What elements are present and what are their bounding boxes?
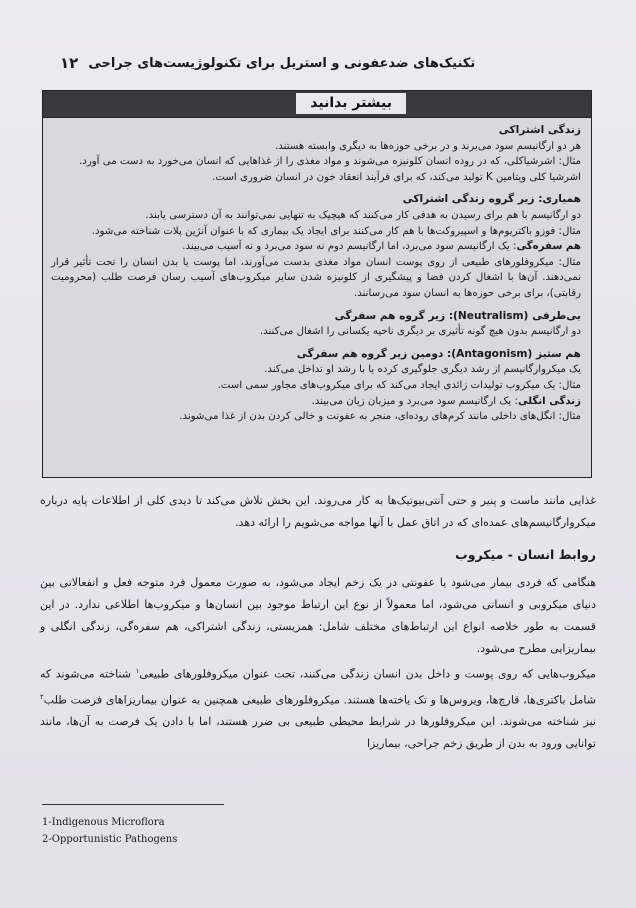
section-title: همیاری: زیر گروه زندگی اشتراکی	[402, 193, 581, 206]
section-line: مثال: اشرشیاکلی، که در روده انسان کلونیزه می‌شوند و مواد مغذی را از غذاهایی که انسان می‌خورد به دست می آورد.	[79, 156, 581, 168]
paragraph-text: نیز شناخته می‌شوند. این میکروفلورها در شرایط محیطی طبیعی بی ضرر هستند، اما با دادن یک فرصت به آن‌ها، مانند توانایی ورود به بدن از طریق زخم جراحی، بیماریزا	[40, 715, 596, 751]
section-title: زندگی انگلی	[517, 395, 581, 407]
intro-paragraph: غذایی مانند ماست و پنیر و حتی آنتی‌بیوتیک‌ها به کار می‌روند. این بخش تلاش می‌کند تا دیدی کلی از اطلاعات پایه درباره میکروارگانیسم‌های عمده‌ای که در اتاق عمل با آنها مواجه می‌شویم را ارائه دهد.	[40, 494, 596, 529]
section-title: زندگی اشتراکی	[498, 124, 581, 136]
box-header-bar	[43, 91, 591, 118]
section-inline: : یک ارگانیسم سود می‌برد، اما ارگانیسم دوم نه سود می‌برد و نه آسیب می‌بیند.	[182, 241, 517, 253]
learn-more-box	[42, 90, 592, 478]
footnote-ref: ۱	[135, 667, 140, 675]
section-line: اشرشیا کلی ویتامین K تولید می‌کند، که برای فرآیند انعقاد خون در انسان ضروری است.	[212, 171, 581, 183]
main-text	[40, 490, 596, 755]
section-line: مثال: یک میکروب تولیدات زائدی ایجاد می‌کند که برای میکروب‌های مجاور سمی است.	[217, 379, 581, 391]
footnotes	[42, 814, 177, 848]
paragraph-text: میکروب‌هایی که روی پوست و داخل بدن انسان زندگی می‌کنند، تحت عنوان میکروفلورهای طبیعی	[139, 667, 596, 681]
section-line: مثال: فوزو باکتریوم‌ها و اسپیروکت‌ها با هم کار می‌کنند برای ایجاد یک بیماری که با عنوان آنژین پلات شناخته می‌شود.	[91, 225, 581, 237]
footnote: 1-Indigenous Microflora	[42, 817, 165, 828]
section-line: مثال: انگل‌های داخلی مانند کرم‌های روده‌ای، منجر به عفونت و خالی کردن بدن از غذا می‌شوند.	[179, 411, 581, 423]
section-line: دو ارگانیسم با هم برای رسیدن به هدفی کار می‌کنند که هیچیک به تنهایی نمی‌توانند به آن دسترسی یابند.	[145, 209, 581, 221]
page-number: ۱۲	[60, 54, 79, 72]
section-inline: : یک ارگانیسم سود می‌برد و میزبان زیان می‌بیند.	[311, 395, 518, 407]
section-title: هم ستیز (Antagonism): دومین زیر گروه هم سفرگی	[296, 347, 581, 360]
section-line: هر دو ارگانیسم سود می‌برند و در برخی حوزه‌ها به دیگری وابسته هستند.	[275, 140, 581, 152]
paragraph: هنگامی که فردی بیمار می‌شود یا عفونتی در یک زخم ایجاد می‌شود، به صورت معمول فرد متوجه فعل و انفعالاتی بین دنیای میکروبی و انسانی می‌شود، اما معمولاً از نوع این ارتباط موجود بین انسان‌ها و میکروب‌ها اطلاعی ندارد. در این قسمت به طور خلاصه انواع این ارتباط‌های مختلف شامل: همزیستی، زندگی اشتراکی، هم سفره‌گی، زندگی انگلی و بیماریزایی مطرح می‌شود.	[40, 576, 596, 655]
page-header	[60, 52, 596, 74]
section-line	[51, 239, 581, 255]
box-title: بیشتر بدانید	[296, 93, 406, 114]
paragraph	[40, 660, 596, 755]
footnote: 2-Opportunistic Pathogens	[42, 834, 178, 845]
footnote-divider	[42, 804, 224, 805]
paragraph-text: شناخته می‌شوند که شامل باکتری‌ها، قارچ‌ها، ویروس‌ها و تک یاخته‌ها هستند. میکروفلورهای طبیعی همچنین به عنوان بیماریزاهای فرصت طلب	[40, 667, 596, 707]
footnote-ref: ۲	[40, 692, 44, 701]
section-title: بی‌طرفی (Neutralism): زیر گروه هم سفرگی	[334, 309, 581, 322]
section-title: هم سفره‌گی	[516, 241, 581, 253]
section-heading: روابط انسان - میکروب	[455, 547, 596, 562]
box-body	[43, 117, 591, 477]
running-title: تکنیک‌های ضدعفونی و استریل برای تکنولوژیست‌های جراحی	[88, 55, 476, 71]
section-line: مثال: میکروفلورهای طبیعی از روی پوست انسان مواد مغذی بدست می‌آورند، اما پوست یا بدن انسان را تحت تأثیر قرار نمی‌دهند. آن‌ها با اشغال کردن فضا و پیشگیری از کلونیزه شدن سایر میکروب‌های آسیب رسان فرصت طلب (محرومیت رقابتی)، برای برخی حوزه‌ها به انسان سود می‌رسانند.	[51, 256, 581, 299]
section-line	[51, 394, 581, 410]
section-line: یک میکروارگانیسم از رشد دیگری جلوگیری کرده یا با رشد او تداخل می‌کند.	[264, 364, 581, 376]
section-line: دو ارگانیسم بدون هیچ گونه تأثیری بر دیگری ناحیه یکسانی را اشغال می‌کنند.	[259, 326, 581, 338]
